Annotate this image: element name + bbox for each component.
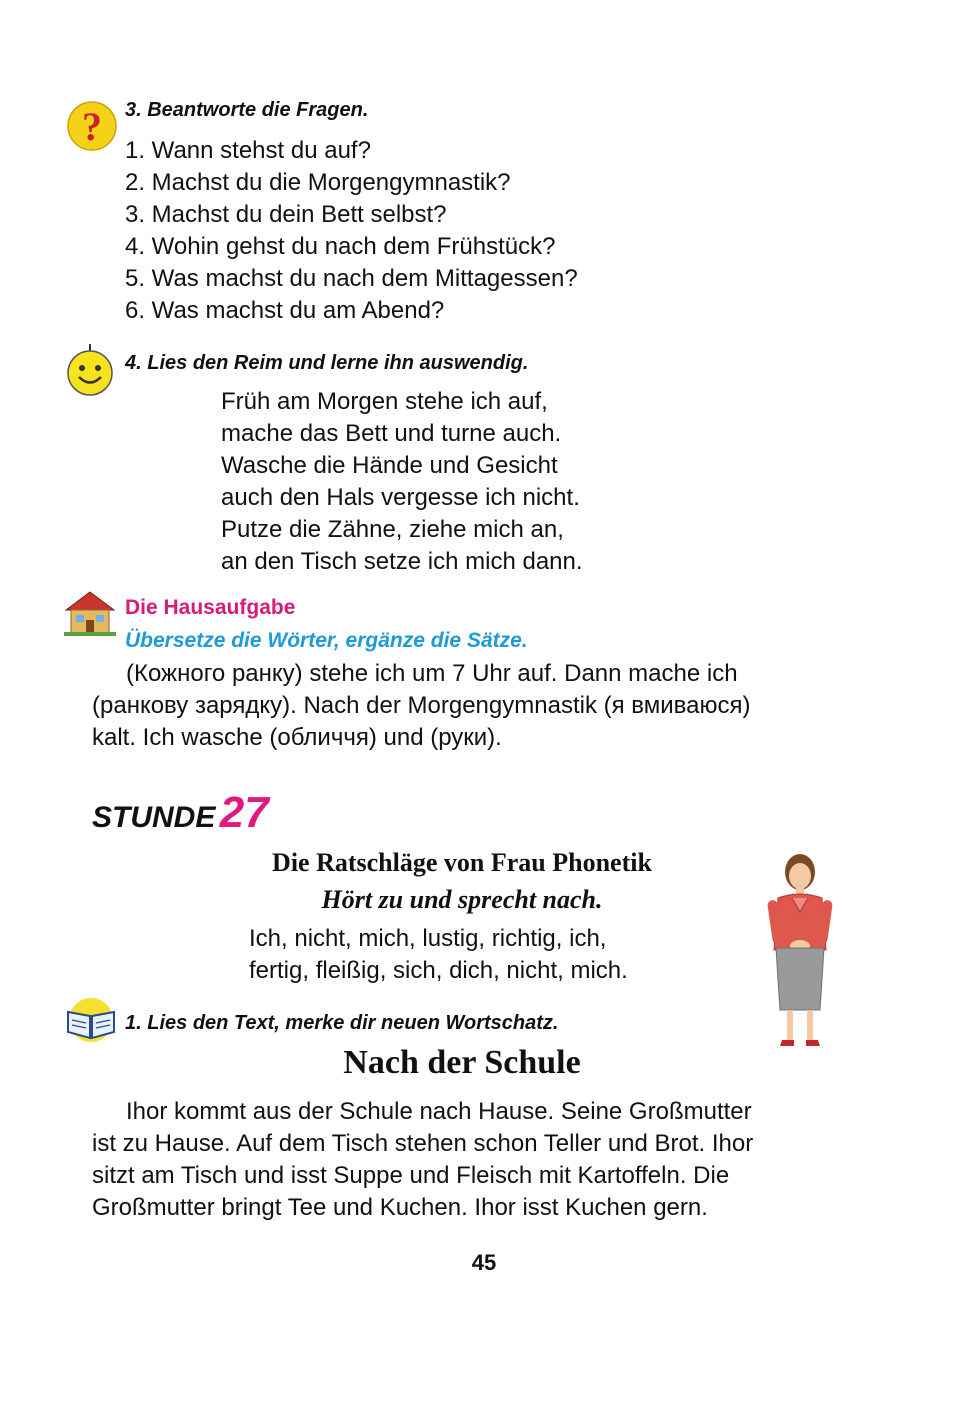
task-1-title: 1. Lies den Text, merke dir neuen Wortschatz.: [125, 1012, 559, 1034]
homework-line: (ранкову зарядку). Nach der Morgengymnastik (я вмиваюся): [92, 692, 751, 719]
phonetik-words: [249, 923, 628, 987]
question-list: [125, 135, 578, 327]
task-3-title: 3. Beantworte die Fragen.: [125, 99, 369, 121]
list-item: 4. Wohin gehst du nach dem Frühstück?: [125, 233, 556, 260]
list-item: 2. Machst du die Morgengymnastik?: [125, 169, 511, 196]
lesson-number: 27: [219, 788, 269, 837]
reading-line: ist zu Hause. Auf dem Tisch stehen schon Teller und Brot. Ihor: [92, 1130, 754, 1157]
homework-line: (Кожного ранку) stehe ich um 7 Uhr auf. Dann mache ich: [126, 660, 738, 687]
reading-line: Großmutter bringt Tee und Kuchen. Ihor isst Kuchen gern.: [92, 1194, 708, 1221]
poem-line: Wasche die Hände und Gesicht: [221, 452, 558, 479]
teacher-figure-icon: [762, 850, 838, 1050]
reading-line: sitzt am Tisch und isst Suppe und Fleisch mit Kartoffeln. Die: [92, 1162, 730, 1189]
homework-instruction: Übersetze die Wörter, ergänze die Sätze.: [125, 629, 528, 652]
question-mark-icon: [66, 100, 118, 152]
reading-text: [92, 1096, 753, 1224]
svg-text:?: ?: [82, 104, 102, 149]
task-4-title: 4. Lies den Reim und lerne ihn auswendig.: [125, 352, 529, 374]
phonetik-line: fertig, fleißig, sich, dich, nicht, mich.: [249, 957, 628, 984]
poem-line: mache das Bett und turne auch.: [221, 420, 562, 447]
smiley-face-icon: [64, 342, 116, 398]
lesson-label: STUNDE: [92, 801, 216, 834]
house-icon: [62, 588, 118, 638]
poem-line: an den Tisch setze ich mich dann.: [221, 548, 583, 575]
list-item: 3. Machst du dein Bett selbst?: [125, 201, 447, 228]
list-item: 1. Wann stehst du auf?: [125, 137, 371, 164]
poem: [221, 386, 583, 578]
list-item: 5. Was machst du nach dem Mittagessen?: [125, 265, 578, 292]
phonetik-instruction: Hört zu und sprecht nach.: [321, 885, 603, 914]
poem-line: auch den Hals vergesse ich nicht.: [221, 484, 580, 511]
homework-text: [92, 658, 750, 754]
phonetik-line: Ich, nicht, mich, lustig, richtig, ich,: [249, 925, 607, 952]
reading-line: Ihor kommt aus der Schule nach Hause. Seine Großmutter: [126, 1098, 752, 1125]
homework-title: Die Hausaufgabe: [125, 596, 296, 619]
homework-line: kalt. Ich wasche (обличчя) und (руки).: [92, 724, 502, 751]
list-item: 6. Was machst du am Abend?: [125, 297, 445, 324]
poem-line: Putze die Zähne, ziehe mich an,: [221, 516, 564, 543]
open-book-icon: [62, 996, 120, 1044]
phonetik-title: Die Ratschläge von Frau Phonetik: [272, 848, 652, 877]
page-number: 45: [471, 1250, 497, 1275]
reading-title: Nach der Schule: [343, 1044, 581, 1081]
lesson-heading: [92, 788, 269, 838]
poem-line: Früh am Morgen stehe ich auf,: [221, 388, 548, 415]
